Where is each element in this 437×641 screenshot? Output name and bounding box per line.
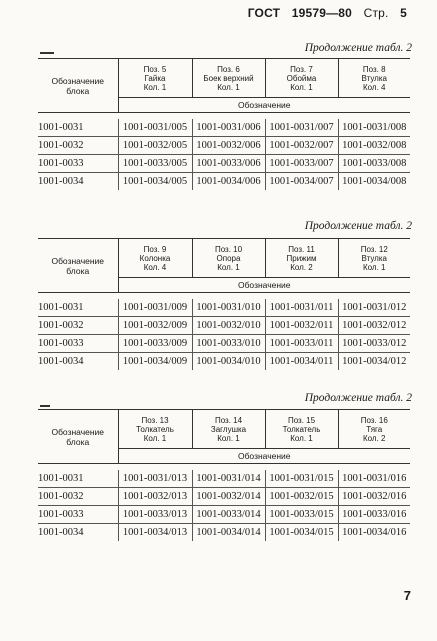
position-number: Поз. 15 (287, 415, 316, 425)
standard-label: ГОСТ (247, 6, 281, 20)
block-designation: 1001-0031 (38, 470, 118, 488)
table-row (38, 317, 410, 335)
part-designation: 1001-0033/011 (265, 335, 338, 353)
part-designation: 1001-0034/012 (338, 353, 410, 371)
position-number: Поз. 11 (288, 244, 315, 254)
margin-mark (40, 52, 54, 54)
part-designation: 1001-0032/007 (265, 137, 338, 155)
block-designation: 1001-0032 (38, 317, 118, 335)
quantity: Кол. 1 (217, 262, 240, 272)
quantity: Кол. 1 (290, 433, 313, 443)
quantity: Кол. 1 (290, 82, 313, 92)
part-designation: 1001-0033/005 (118, 155, 192, 173)
part-designation: 1001-0033/015 (265, 506, 338, 524)
table-row (38, 488, 410, 506)
part-designation: 1001-0032/005 (118, 137, 192, 155)
designation-header: Обозначение (118, 449, 410, 464)
block-header-line: Обозначение (51, 426, 105, 437)
part-designation: 1001-0034/010 (192, 353, 265, 371)
column-header (192, 410, 265, 449)
part-designation: 1001-0033/007 (265, 155, 338, 173)
part-designation: 1001-0032/011 (265, 317, 338, 335)
column-header (338, 59, 410, 98)
page-number: 7 (403, 588, 411, 603)
quantity: Кол. 1 (143, 433, 167, 443)
continuation-label: Продолжение табл. 2 (304, 220, 412, 232)
column-header (265, 59, 338, 98)
block-header (38, 410, 118, 464)
column-header (192, 59, 265, 98)
table-row (38, 470, 410, 488)
part-name: Толкатель (282, 424, 321, 434)
quantity: Кол. 1 (363, 262, 386, 272)
quantity: Кол. 1 (217, 433, 240, 443)
part-name: Прижим (286, 253, 317, 263)
part-designation: 1001-0033/014 (192, 506, 265, 524)
column-header (338, 239, 410, 278)
table-row (38, 119, 410, 137)
part-designation: 1001-0033/012 (338, 335, 410, 353)
part-designation: 1001-0032/016 (338, 488, 410, 506)
spec-table (38, 58, 410, 190)
part-designation: 1001-0032/014 (192, 488, 265, 506)
continuation-label: Продолжение табл. 2 (304, 392, 412, 404)
part-designation: 1001-0031/008 (338, 119, 410, 137)
part-designation: 1001-0034/014 (192, 524, 265, 542)
part-designation: 1001-0034/007 (265, 173, 338, 191)
standard-number: 19579—80 (291, 6, 353, 20)
designation-header: Обозначение (118, 98, 410, 113)
part-designation: 1001-0033/013 (118, 506, 192, 524)
page-header (248, 6, 407, 20)
part-designation: 1001-0031/011 (265, 299, 338, 317)
part-designation: 1001-0034/013 (118, 524, 192, 542)
block-header-line: блока (66, 436, 90, 447)
block-designation: 1001-0031 (38, 299, 118, 317)
part-designation: 1001-0032/010 (192, 317, 265, 335)
part-designation: 1001-0032/015 (265, 488, 338, 506)
part-designation: 1001-0034/011 (265, 353, 338, 371)
block-header-line: блока (66, 265, 90, 276)
part-designation: 1001-0031/014 (192, 470, 265, 488)
spec-table (38, 409, 410, 541)
table-row (38, 506, 410, 524)
part-designation: 1001-0034/009 (118, 353, 192, 371)
quantity: Кол. 1 (217, 82, 240, 92)
table-row (38, 155, 410, 173)
part-designation: 1001-0033/016 (338, 506, 410, 524)
table-header-row (38, 239, 410, 278)
block-designation: 1001-0034 (38, 176, 84, 187)
part-designation: 1001-0034/008 (338, 173, 410, 191)
part-designation: 1001-0033/010 (192, 335, 265, 353)
margin-mark (40, 405, 50, 407)
position-number: Поз. 13 (141, 415, 169, 425)
block-header (38, 59, 118, 113)
table-row (38, 335, 410, 353)
part-designation: 1001-0031/006 (192, 119, 265, 137)
block-designation: 1001-0034 (38, 527, 84, 538)
quantity: Кол. 4 (363, 82, 386, 92)
table-header-row (38, 410, 410, 449)
block-header-line: блока (66, 85, 90, 96)
part-designation: 1001-0033/008 (338, 155, 410, 173)
column-header (192, 239, 265, 278)
table-row (38, 299, 410, 317)
part-designation: 1001-0034/005 (118, 173, 192, 191)
part-designation: 1001-0031/007 (265, 119, 338, 137)
part-designation: 1001-0034/006 (192, 173, 265, 191)
part-designation: 1001-0034/015 (265, 524, 338, 542)
page-label: Стр. (363, 6, 389, 20)
part-name: Втулка (361, 253, 387, 263)
table-row (38, 524, 410, 542)
part-designation: 1001-0032/012 (338, 317, 410, 335)
part-designation: 1001-0031/013 (118, 470, 192, 488)
part-designation: 1001-0031/016 (338, 470, 410, 488)
page-ref: 5 (400, 6, 407, 20)
block-header (38, 239, 118, 293)
column-header (265, 239, 338, 278)
column-header (118, 239, 192, 278)
block-header-line: Обозначение (51, 255, 105, 266)
part-name: Заглушка (210, 424, 247, 434)
continuation-label: Продолжение табл. 2 (304, 42, 412, 54)
quantity: Кол. 1 (143, 82, 167, 92)
column-header (338, 410, 410, 449)
position-number: Поз. 16 (360, 415, 388, 425)
part-designation: 1001-0033/006 (192, 155, 265, 173)
part-name: Колонка (139, 253, 171, 263)
part-name: Обойма (286, 73, 317, 83)
position-number: Поз. 6 (217, 64, 240, 74)
part-designation: 1001-0031/010 (192, 299, 265, 317)
quantity: Кол. 4 (143, 262, 167, 272)
column-header (265, 410, 338, 449)
part-designation: 1001-0031/009 (118, 299, 192, 317)
block-designation: 1001-0034 (38, 356, 84, 367)
part-name: Толкатель (136, 424, 174, 434)
designation-header: Обозначение (118, 278, 410, 293)
block-designation: 1001-0032 (38, 488, 118, 506)
part-designation: 1001-0032/008 (338, 137, 410, 155)
position-number: Поз. 12 (360, 244, 388, 254)
block-designation: 1001-0031 (38, 119, 118, 137)
part-name: Тяга (366, 424, 383, 434)
table-row (38, 353, 410, 371)
block-designation: 1001-0032 (38, 137, 118, 155)
part-name: Гайка (144, 73, 166, 83)
block-header-line: Обозначение (51, 75, 105, 86)
part-designation: 1001-0031/012 (338, 299, 410, 317)
part-designation: 1001-0032/013 (118, 488, 192, 506)
column-header (118, 410, 192, 449)
position-number: Поз. 8 (362, 64, 386, 74)
part-designation: 1001-0033/009 (118, 335, 192, 353)
column-header (118, 59, 192, 98)
part-designation: 1001-0031/015 (265, 470, 338, 488)
table-header-row (38, 59, 410, 98)
quantity: Кол. 2 (363, 433, 386, 443)
spec-table (38, 238, 410, 370)
part-name: Втулка (361, 73, 387, 83)
position-number: Поз. 14 (214, 415, 243, 425)
block-designation: 1001-0033 (38, 335, 118, 353)
part-name: Опора (216, 253, 241, 263)
position-number: Поз. 5 (143, 64, 167, 74)
position-number: Поз. 7 (290, 64, 313, 74)
part-designation: 1001-0032/009 (118, 317, 192, 335)
position-number: Поз. 9 (143, 244, 167, 254)
part-designation: 1001-0034/016 (338, 524, 410, 542)
table-row (38, 137, 410, 155)
position-number: Поз. 10 (214, 244, 243, 254)
block-designation: 1001-0033 (38, 155, 118, 173)
part-designation: 1001-0031/005 (118, 119, 192, 137)
table-row (38, 173, 410, 191)
block-designation: 1001-0033 (38, 506, 118, 524)
quantity: Кол. 2 (290, 262, 313, 272)
part-designation: 1001-0032/006 (192, 137, 265, 155)
part-name: Боек верхний (203, 73, 254, 83)
